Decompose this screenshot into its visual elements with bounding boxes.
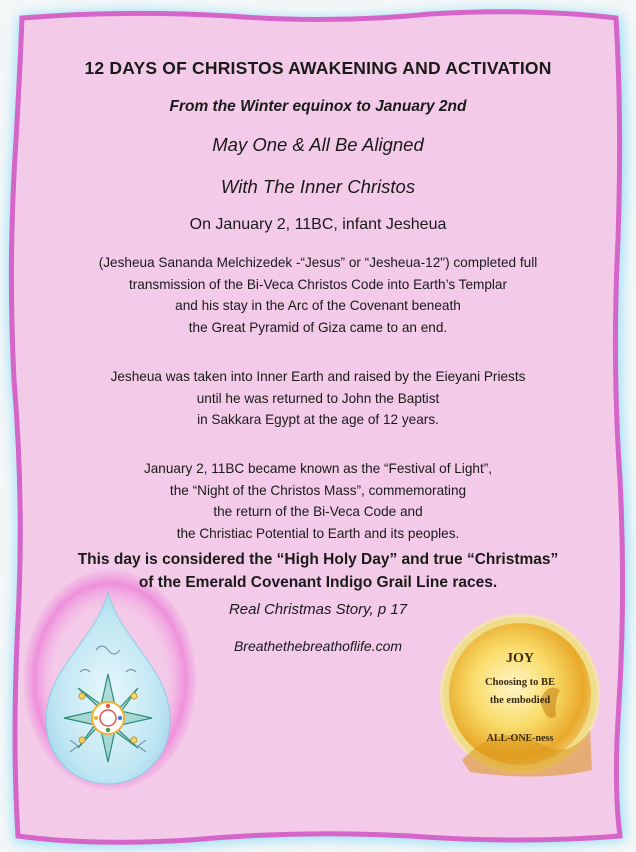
website-credit: Breathethebreathoflife.com [233,638,403,654]
page-title: 12 DAYS OF CHRISTOS AWAKENING AND ACTIVATION [84,58,552,78]
statement-line: of the Emerald Covenant Indigo Grail Line races. [138,574,498,591]
paragraph-festival-of-light [0,458,636,544]
paragraph-transmission [0,252,636,338]
jan2-intro: On January 2, 11BC, infant Jesheua [189,216,447,233]
paragraph-line: January 2, 11BC became known as the “Festival of Light”, [143,461,493,476]
paragraph-line: the “Night of the Christos Mass”, commemorating [169,482,467,498]
paragraph-line: and his stay in the Arc of the Covenant beneath [175,298,461,313]
joy-line-2: the embodied [489,695,551,706]
paragraph-line: the Christiac Potential to Earth and its peoples. [176,525,460,541]
paragraph-line: the Great Pyramid of Giza came to an end. [188,319,448,335]
source-citation: Real Christmas Story, p 17 [228,601,408,618]
joy-line-1: Choosing to BE [484,677,556,688]
paragraph-line: Jesheua was taken into Inner Earth and raised by the Eieyani Priests [110,369,526,384]
paragraph-line: transmission of the Bi-Veca Christos Code into Earth’s Templar [128,276,508,292]
joy-title: JOY [506,651,534,666]
paragraph-line: (Jesheua Sananda Melchizedek -“Jesus” or “Jesheua-12") completed full [98,255,538,270]
aligned-line: May One & All Be Aligned [212,134,424,155]
inner-christos-line: With The Inner Christos [220,176,416,197]
statement-line: This day is considered the “High Holy Day” and true “Christmas” [77,551,559,568]
date-range-subtitle: From the Winter equinox to January 2nd [169,98,467,115]
paragraph-line: until he was returned to John the Baptist [196,390,440,406]
high-holy-day-statement [0,548,636,594]
paragraph-line: in Sakkara Egypt at the age of 12 years. [197,412,439,427]
paragraph-inner-earth [0,366,636,431]
paragraph-line: the return of the Bi-Veca Code and [213,504,423,519]
joy-line-3: ALL-ONE-ness [486,733,554,744]
